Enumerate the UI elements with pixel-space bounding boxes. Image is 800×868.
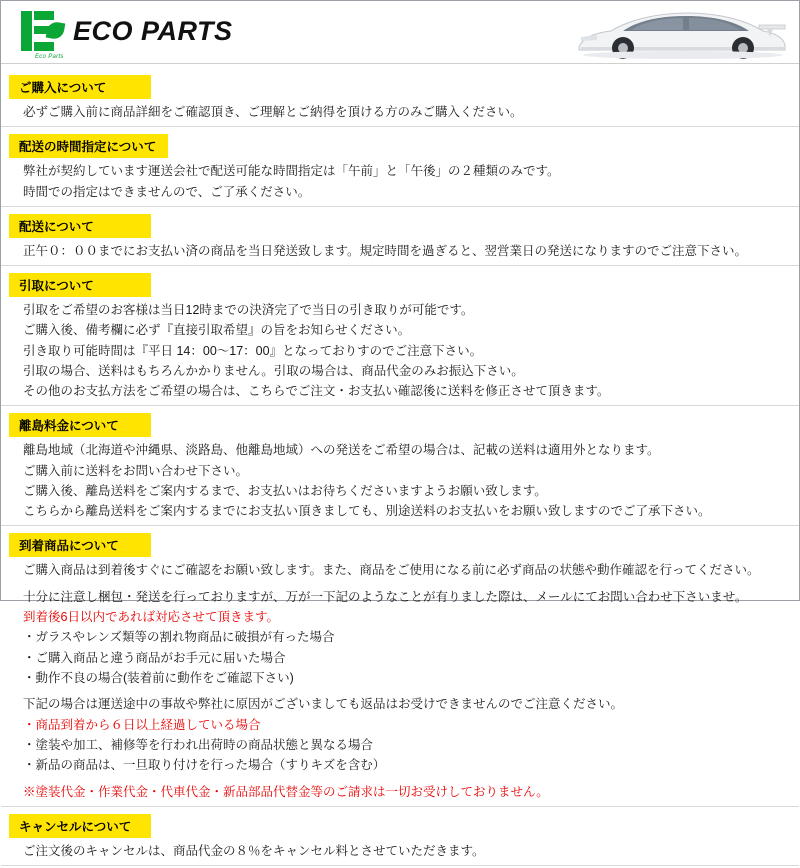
- section-lines: [1, 102, 799, 122]
- section-line: ご購入後、備考欄に必ず『直接引取希望』の旨をお知らせください。: [23, 323, 411, 338]
- section-line: ご購入前に送料をお問い合わせ下さい。: [23, 463, 249, 478]
- section-line: ・動作不良の場合(装着前に動作をご確認下さい): [23, 670, 294, 685]
- leaf-icon: [46, 21, 66, 41]
- section-divider: [1, 525, 799, 526]
- section-heading: 配送について: [9, 214, 151, 238]
- section-heading: 引取について: [9, 273, 151, 297]
- section-line: ご購入後、離島送料をご案内するまで、お支払いはお待ちくださいますようお願い致します。: [23, 483, 547, 498]
- section-line: ご注文後のキャンセルは、商品代金の８％をキャンセル料とさせていただきます。: [23, 843, 485, 858]
- notice-section-shipping: [1, 209, 799, 268]
- section-divider: [1, 265, 799, 266]
- section-line: 十分に注意し梱包・発送を行っておりますが、万が一下記のようなことが有りました際は、メールにてお問い合わせ下さいませ。: [23, 589, 748, 604]
- section-line: 引取をご希望のお客様は当日12時までの決済完了で当日の引き取りが可能です。: [23, 303, 474, 317]
- section-heading: 離島料金について: [9, 413, 151, 437]
- section-lines: [1, 560, 799, 802]
- notice-section-cancel: [1, 809, 799, 868]
- notice-content: [1, 64, 799, 868]
- section-line: 離島地域（北海道や沖縄県、淡路島、他離島地域）への発送をご希望の場合は、記載の送料は適用外となります。: [23, 443, 660, 458]
- section-line: ・ガラスやレンズ類等の割れ物商品に破損が有った場合: [23, 630, 335, 645]
- section-line: 到着後6日以内であれば対応させて頂きます。: [23, 610, 279, 624]
- logo-subtext: Eco Parts: [35, 54, 64, 60]
- site-header: [1, 1, 799, 64]
- notice-section-arrival: [1, 528, 799, 809]
- section-line: ご購入商品は到着後すぐにご確認をお願い致します。また、商品をご使用になる前に必ず商品の状態や動作確認を行ってください。: [23, 563, 760, 578]
- section-lines: [1, 241, 799, 261]
- car-image: [571, 3, 791, 61]
- notice-section-remote-fee: [1, 408, 799, 528]
- section-line: 引き取り可能時間は『平日 14：00〜17：00』となっておりすのでご注意下さい。: [23, 343, 483, 358]
- section-lines: [1, 841, 799, 861]
- section-line: 下記の場合は運送途中の事故や弊社に原因がございましても返品はお受けできませんのでご注意ください。: [23, 697, 624, 712]
- section-line: こちらから離島送料をご案内するまでにお支払い頂きましても、別途送料のお支払いをお願い致しますのでご了承下さい。: [23, 504, 711, 518]
- section-lines: [1, 440, 799, 521]
- section-divider: [1, 865, 799, 866]
- section-line: ・塗装や加工、補修等を行われ出荷時の商品状態と異なる場合: [23, 737, 374, 752]
- section-heading: キャンセルについて: [9, 814, 151, 838]
- eco-parts-logo-icon: [21, 11, 65, 60]
- notice-section-pickup: [1, 268, 799, 408]
- section-line: ・新品の商品は、一旦取り付けを行った場合（すりキズを含む）: [23, 758, 386, 772]
- section-divider: [1, 405, 799, 406]
- section-line: 弊社が契約しています運送会社で配送可能な時間指定は「午前」と「午後」の２種類のみです。: [23, 164, 560, 179]
- section-line: 引取の場合、送料はもちろんかかりません。引取の場合は、商品代金のみお振込下さい。: [23, 363, 524, 378]
- section-line: ※塗装代金・作業代金・代車代金・新品部品代替金等のご請求は一切お受けしておりません。: [23, 784, 549, 799]
- section-lines: [1, 161, 799, 202]
- section-line: ・商品到着から６日以上経過している場合: [23, 717, 261, 732]
- section-heading: 配送の時間指定について: [9, 134, 168, 158]
- notice-section-delivery-time: [1, 129, 799, 209]
- section-line: ・ご購入商品と違う商品がお手元に届いた場合: [23, 650, 286, 665]
- section-line: 時間での指定はできませんので、ご了承ください。: [23, 184, 311, 199]
- section-heading: 到着商品について: [9, 533, 151, 557]
- section-divider: [1, 206, 799, 207]
- section-line: その他のお支払方法をご希望の場合は、こちらでご注文・お支払い確認後に送料を修正させて頂きます。: [23, 384, 610, 398]
- section-divider: [1, 806, 799, 807]
- section-lines: [1, 300, 799, 401]
- section-line: 必ずご購入前に商品詳細をご確認頂き、ご理解とご納得を頂ける方のみご購入ください。: [23, 105, 523, 119]
- notice-section-purchase: [1, 70, 799, 129]
- brand-logo[interactable]: [21, 11, 233, 60]
- brand-name: ECO PARTS: [73, 15, 233, 46]
- section-divider: [1, 126, 799, 127]
- section-line: 正午０：００までにお支払い済の商品を当日発送致します。規定時間を過ぎると、翌営業日の発送になりますのでご注意下さい。: [23, 243, 748, 258]
- section-heading: ご購入について: [9, 75, 151, 99]
